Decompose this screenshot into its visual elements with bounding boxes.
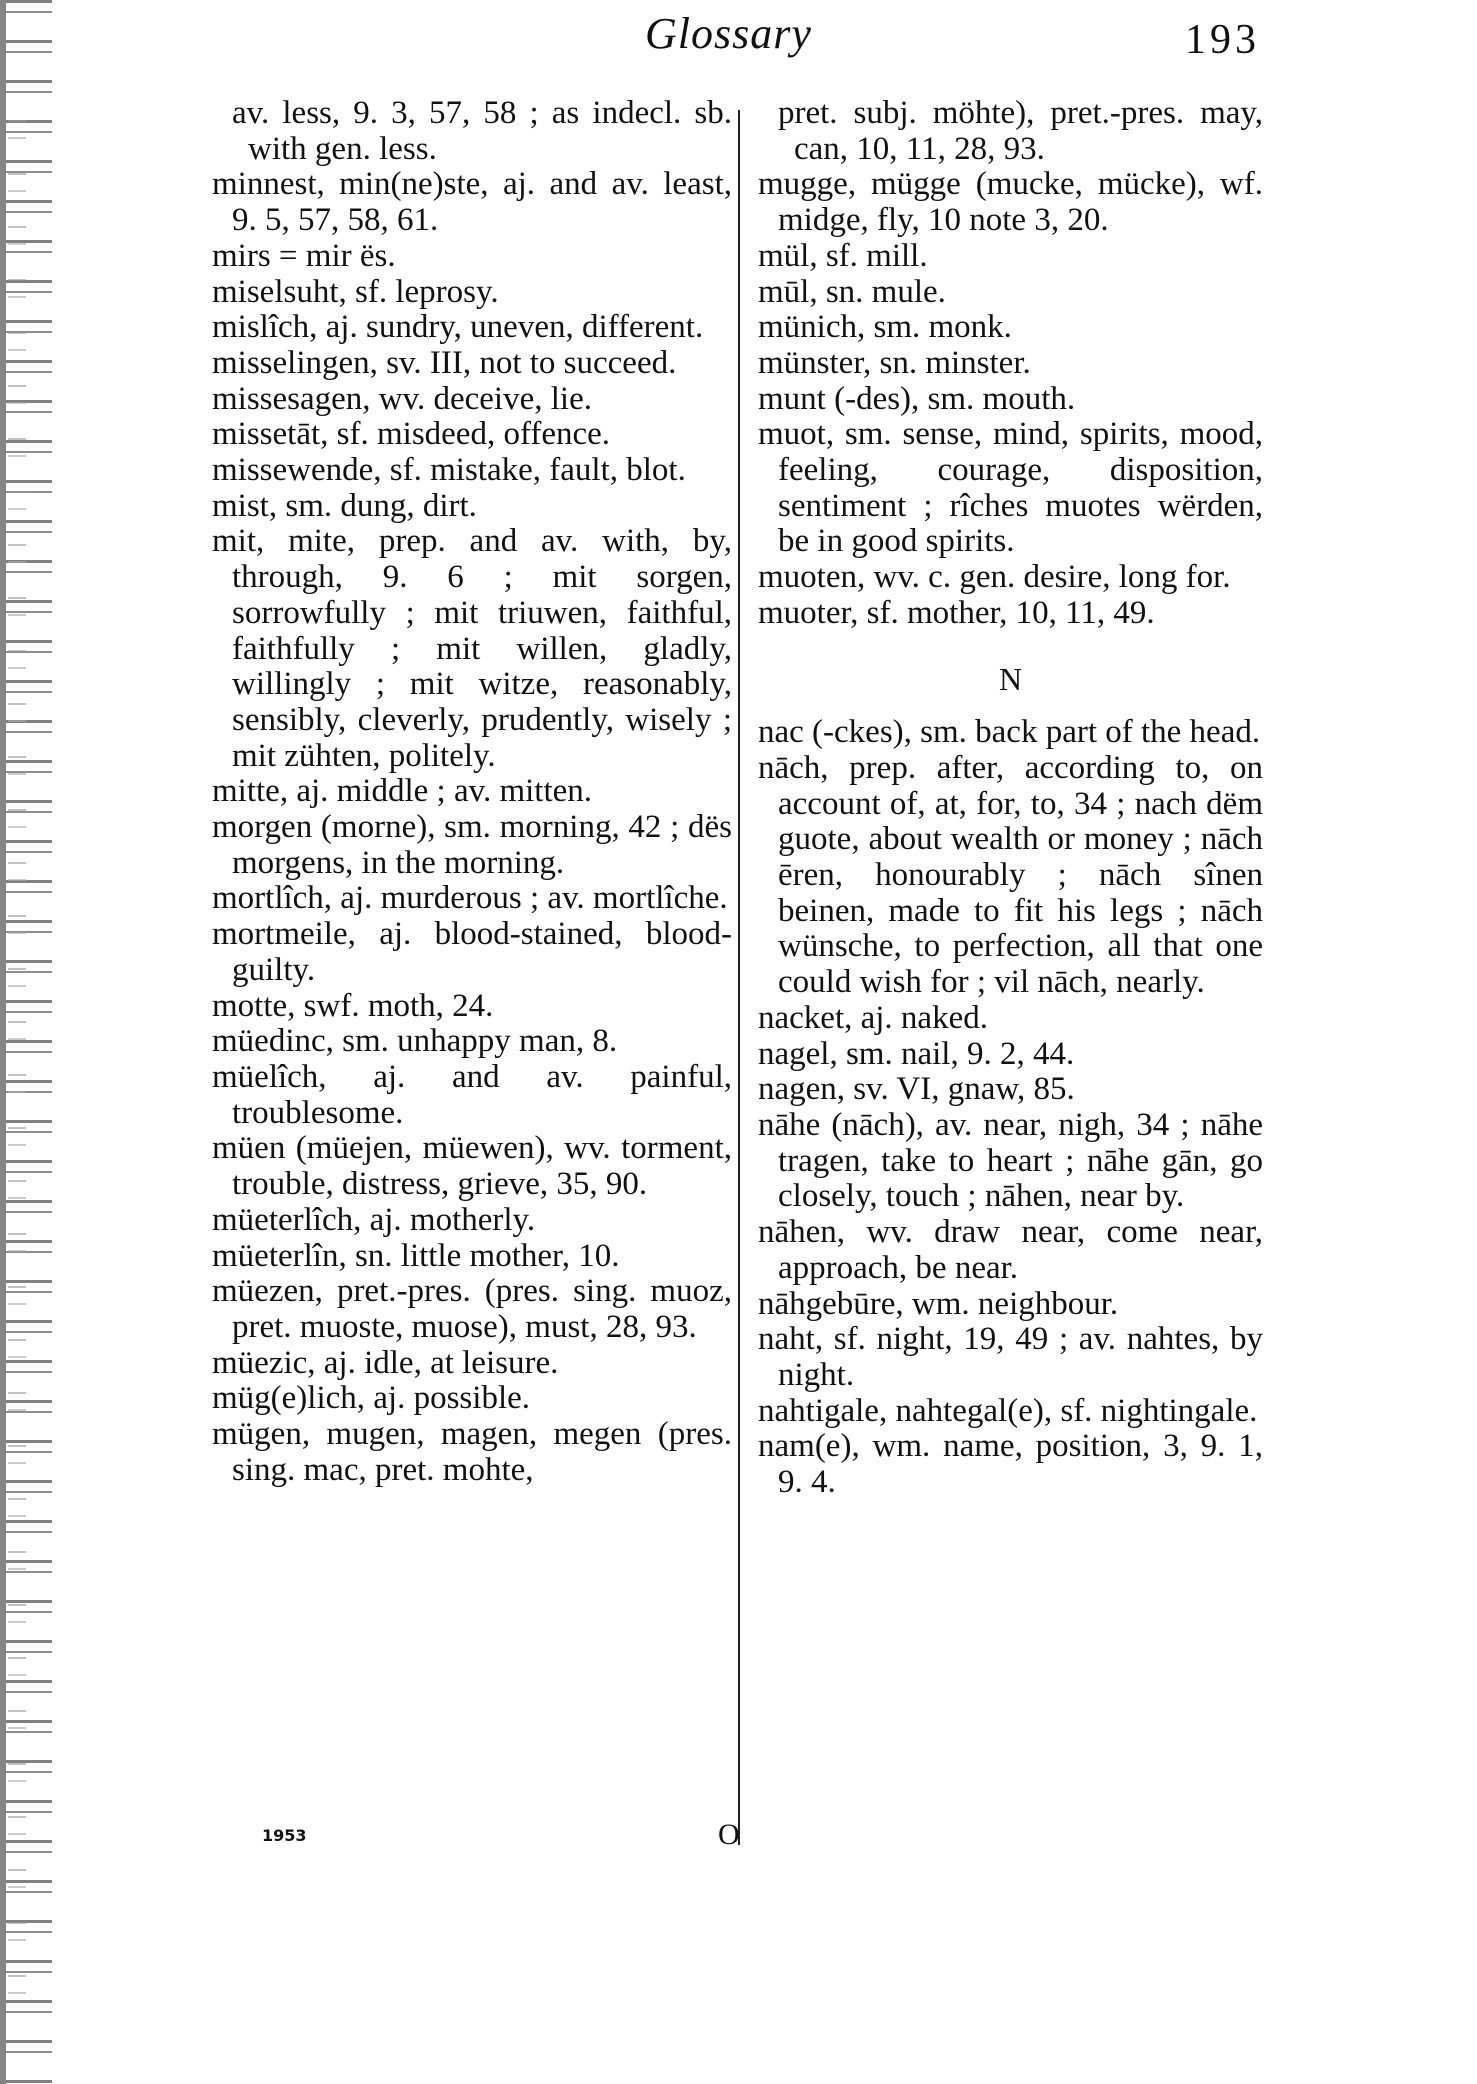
glossary-entry: nagel, sm. nail, 9. 2, 44. [758, 1035, 1075, 1072]
glossary-entry: mirs = mir ës. [212, 237, 396, 274]
glossary-entry: mit, mite, prep. and av. with, by, through, 9. 6 ; mit sorgen, sorrowfully ; mit triuwen, faithful, faithfully ; mit willen, gladly, willingly ; mit witze, reasonably, sensibly, cleverly, prudently, wisely ; mit zühten, politely. [212, 523, 732, 774]
glossary-entry: mül, sf. mill. [758, 237, 928, 274]
glossary-entry: misselingen, sv. III, not to succeed. [212, 344, 677, 381]
glossary-entry: miselsuht, sf. leprosy. [212, 273, 499, 310]
glossary-entry: nāhen, wv. draw near, come near, approach, be near. [758, 1214, 1263, 1286]
glossary-entry: müen (müejen, müewen), wv. torment, trouble, distress, grieve, 35, 90. [212, 1130, 732, 1203]
glossary-entry: mitte, aj. middle ; av. mitten. [212, 773, 593, 810]
running-head: Glossary [645, 9, 812, 58]
glossary-entry: missesagen, wv. deceive, lie. [212, 380, 592, 417]
glossary-entry: missetāt, sf. misdeed, offence. [212, 416, 611, 453]
glossary-entry: mist, sm. dung, dirt. [212, 487, 477, 524]
glossary-entry: münster, sn. minster. [758, 344, 1031, 381]
glossary-entry: nāhe (nāch), av. near, nigh, 34 ; nāhe tragen, take to heart ; nāhe gān, go closely, touch ; nāhen, near by. [758, 1106, 1263, 1215]
glossary-entry: nacket, aj. naked. [758, 999, 988, 1036]
glossary-entry: mortmeile, aj. blood-stained, blood-guilty. [212, 916, 732, 988]
book-binding-edge [0, 0, 52, 2084]
glossary-entry: av. less, 9. 3, 57, 58 ; as indecl. sb. with gen. less. [232, 95, 732, 167]
glossary-entry: münich, sm. monk. [758, 309, 1012, 346]
glossary-entry: morgen (morne), sm. morning, 42 ; dës morgens, in the morning. [212, 809, 732, 881]
glossary-entry: mugge, mügge (mucke, mücke), wf. midge, fly, 10 note 3, 20. [758, 166, 1263, 239]
glossary-entry: müezic, aj. idle, at leisure. [212, 1344, 559, 1381]
gathering-mark: O [718, 1818, 740, 1851]
glossary-entry: müelîch, aj. and av. painful, troublesome. [212, 1058, 732, 1131]
page-number: 193 [1185, 17, 1260, 63]
column-rule [738, 110, 740, 1845]
section-letter-heading: N [998, 660, 1023, 697]
glossary-entry: muoter, sf. mother, 10, 11, 49. [758, 594, 1155, 631]
glossary-entry: munt (-des), sm. mouth. [758, 380, 1076, 417]
left-column [212, 96, 732, 1488]
glossary-entry: mislîch, aj. sundry, uneven, different. [212, 309, 704, 346]
glossary-entry: nāch, prep. after, according to, on account of, at, for, to, 34 ; nach dëm guote, about wealth or money ; nāch ēren, honourably ; nāch sînen beinen, made to fit his legs ; nāch wünsche, to perfection, all that one could wish for ; vil nāch, nearly. [758, 749, 1263, 1001]
right-column [758, 96, 1263, 1501]
glossary-entry: mūl, sn. mule. [758, 273, 946, 310]
glossary-entry: nagen, sv. VI, gnaw, 85. [758, 1071, 1075, 1108]
glossary-entry: mügen, mugen, magen, megen (pres. sing. mac, pret. mohte, [212, 1416, 732, 1488]
glossary-entry: muoten, wv. c. gen. desire, long for. [758, 559, 1231, 596]
glossary-entry: missewende, sf. mistake, fault, blot. [212, 452, 686, 489]
glossary-entry: müg(e)lich, aj. possible. [212, 1380, 531, 1417]
printer-signature: 1953 [262, 1826, 307, 1845]
glossary-entry: müedinc, sm. unhappy man, 8. [212, 1023, 618, 1060]
glossary-entry: nahtigale, nahtegal(e), sf. nightingale. [758, 1392, 1258, 1429]
glossary-entry: muot, sm. sense, mind, spirits, mood, feeling, courage, disposition, sentiment ; rîches muotes wërden, be in good spirits. [758, 416, 1263, 560]
glossary-entry: müeterlîn, sn. little mother, 10. [212, 1237, 620, 1274]
glossary-entry: müeterlîch, aj. motherly. [212, 1201, 536, 1238]
glossary-entry: minnest, min(ne)ste, aj. and av. least, 9. 5, 57, 58, 61. [212, 166, 732, 239]
glossary-entry: nac (-ckes), sm. back part of the head. [758, 714, 1261, 751]
glossary-entry: nam(e), wm. name, position, 3, 9. 1, 9. 4. [758, 1428, 1263, 1501]
glossary-entry: müezen, pret.-pres. (pres. sing. muoz, pret. muoste, muose), must, 28, 93. [212, 1273, 732, 1345]
glossary-entry: mortlîch, aj. murderous ; av. mortlîche. [212, 880, 728, 917]
glossary-entry: naht, sf. night, 19, 49 ; av. nahtes, by night. [758, 1321, 1263, 1393]
glossary-entry: nāhgebūre, wm. neighbour. [758, 1285, 1119, 1322]
glossary-entry: motte, swf. moth, 24. [212, 987, 494, 1024]
glossary-entry: pret. subj. möhte), pret.-pres. may, can, 10, 11, 28, 93. [778, 95, 1263, 167]
